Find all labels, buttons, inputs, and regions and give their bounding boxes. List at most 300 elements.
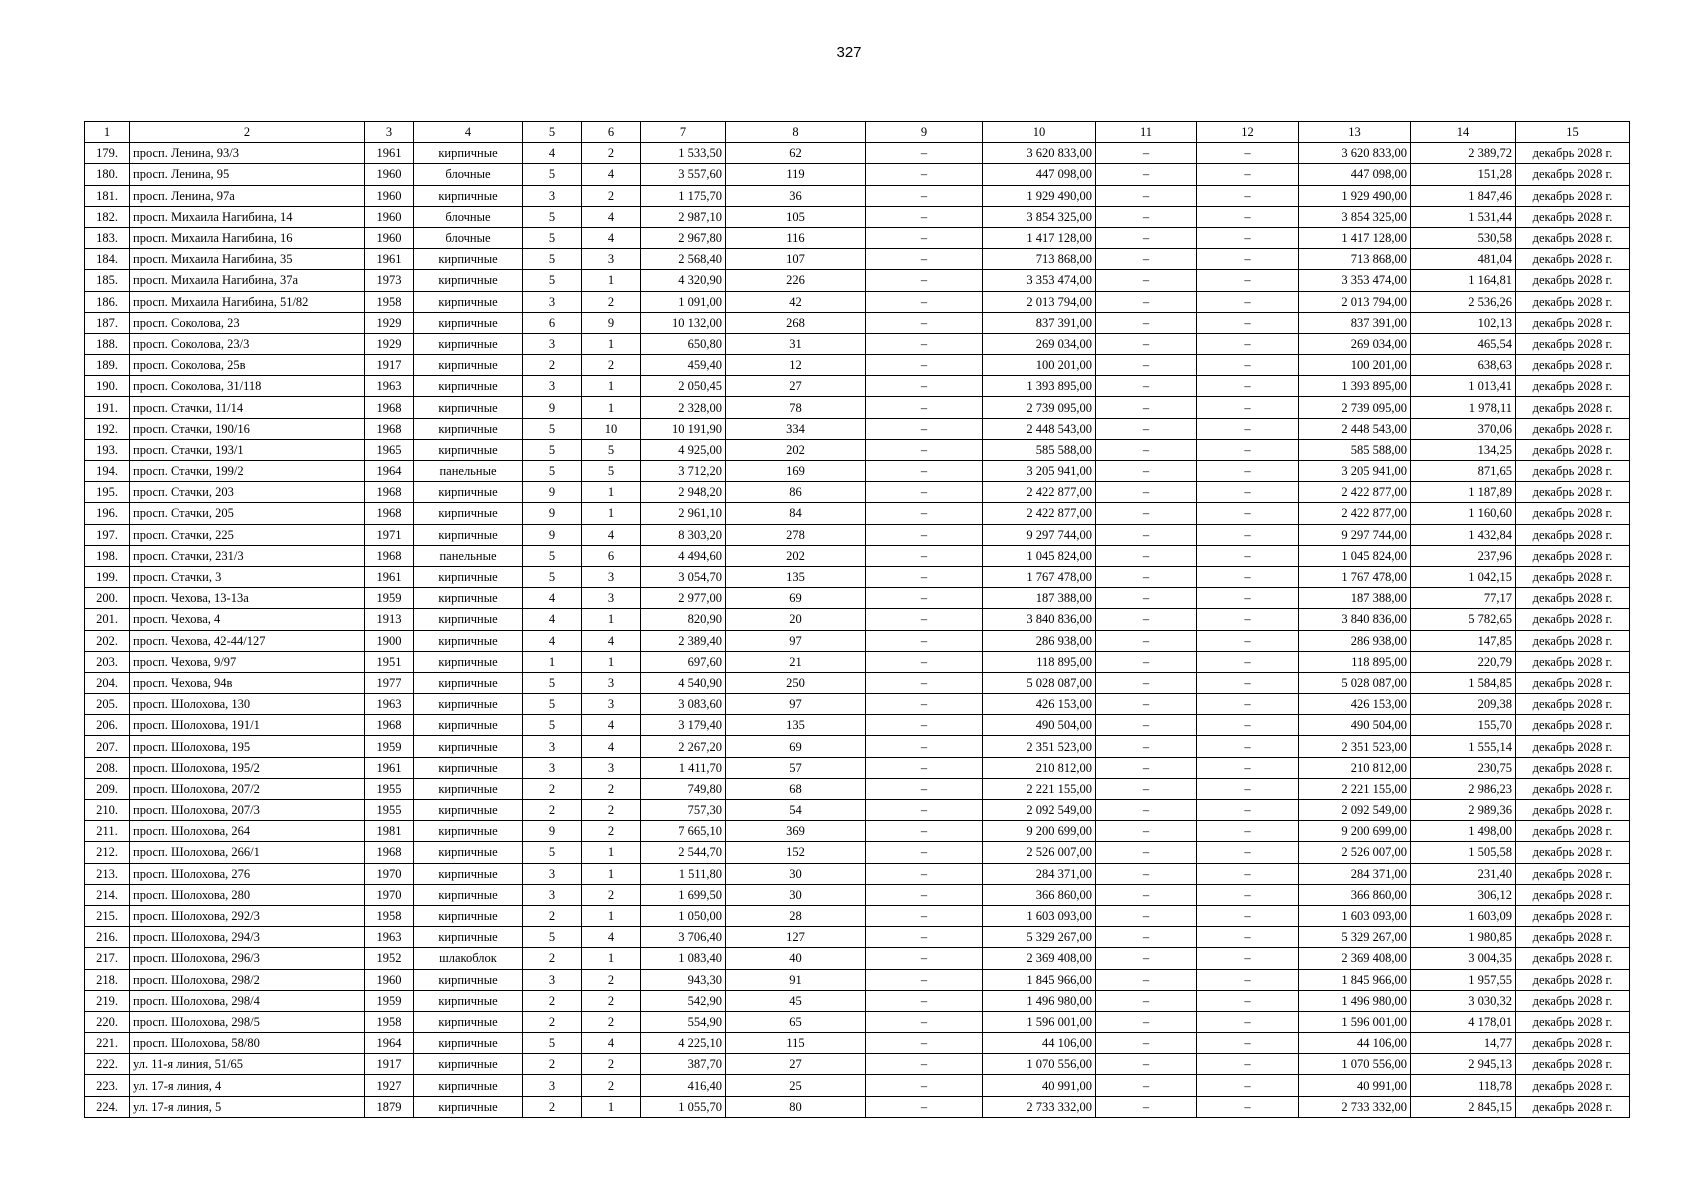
table-cell: 286 938,00 [1299, 630, 1411, 651]
table-cell: 5 028 087,00 [983, 672, 1096, 693]
table-row [85, 821, 1630, 842]
table-cell: 80 [726, 1096, 866, 1117]
table-cell: 1 091,00 [641, 291, 726, 312]
table-cell: 2 422 877,00 [1299, 482, 1411, 503]
table-cell: – [866, 927, 983, 948]
table-cell: 465,54 [1411, 333, 1516, 354]
table-cell: 284 371,00 [1299, 863, 1411, 884]
table-cell: – [1197, 821, 1299, 842]
table-cell: кирпичные [414, 503, 523, 524]
table-cell: – [1197, 1011, 1299, 1032]
table-cell: 105 [726, 206, 866, 227]
table-cell: 2 987,10 [641, 206, 726, 227]
table-cell: 3 [523, 736, 582, 757]
table-cell: 1 [582, 376, 641, 397]
table-cell: 1 [582, 651, 641, 672]
column-header: 14 [1411, 122, 1516, 143]
table-cell: декабрь 2028 г. [1516, 778, 1630, 799]
table-cell: 2 [523, 778, 582, 799]
table-cell: 554,90 [641, 1011, 726, 1032]
table-cell: 9 297 744,00 [983, 524, 1096, 545]
table-cell: декабрь 2028 г. [1516, 312, 1630, 333]
table-cell: – [1096, 270, 1197, 291]
table-cell: 28 [726, 905, 866, 926]
table-row [85, 778, 1630, 799]
table-cell: 69 [726, 588, 866, 609]
table-cell: просп. Михаила Нагибина, 51/82 [130, 291, 365, 312]
table-row [85, 715, 1630, 736]
table-body [85, 143, 1630, 1118]
table-cell: просп. Соколова, 23/3 [130, 333, 365, 354]
table-cell: – [1096, 863, 1197, 884]
table-cell: 4 [582, 524, 641, 545]
table-row [85, 1075, 1630, 1096]
table-cell: просп. Михаила Нагибина, 37а [130, 270, 365, 291]
table-cell: декабрь 2028 г. [1516, 990, 1630, 1011]
table-cell: – [866, 694, 983, 715]
table-cell: 1968 [365, 545, 414, 566]
table-row [85, 227, 1630, 248]
table-cell: 2 [523, 1011, 582, 1032]
table-cell: 2 961,10 [641, 503, 726, 524]
table-cell: 5 [523, 694, 582, 715]
table-cell: декабрь 2028 г. [1516, 227, 1630, 248]
table-cell: 1 496 980,00 [983, 990, 1096, 1011]
table-cell: 100 201,00 [1299, 355, 1411, 376]
table-cell: 5 329 267,00 [1299, 927, 1411, 948]
table-cell: – [1096, 800, 1197, 821]
table-cell: – [866, 821, 983, 842]
table-cell: 3 083,60 [641, 694, 726, 715]
table-cell: кирпичные [414, 566, 523, 587]
table-cell: – [866, 312, 983, 333]
table-cell: просп. Шолохова, 207/2 [130, 778, 365, 799]
table-cell: – [866, 842, 983, 863]
table-cell: кирпичные [414, 715, 523, 736]
table-cell: 215. [85, 905, 130, 926]
table-cell: 151,28 [1411, 164, 1516, 185]
table-row [85, 143, 1630, 164]
table-cell: 3 557,60 [641, 164, 726, 185]
table-cell: 2 [582, 1054, 641, 1075]
table-cell: 9 [523, 503, 582, 524]
table-cell: кирпичные [414, 1096, 523, 1117]
table-cell: – [1096, 842, 1197, 863]
table-cell: просп. Ленина, 95 [130, 164, 365, 185]
table-cell: 5 [523, 461, 582, 482]
table-cell: – [1096, 545, 1197, 566]
table-cell: кирпичные [414, 312, 523, 333]
table-cell: 97 [726, 630, 866, 651]
table-cell: 713 868,00 [983, 249, 1096, 270]
table-cell: – [1197, 630, 1299, 651]
table-cell: 14,77 [1411, 1033, 1516, 1054]
table-cell: 127 [726, 927, 866, 948]
table-cell: 1 555,14 [1411, 736, 1516, 757]
table-cell: 4 [523, 630, 582, 651]
table-cell: 196. [85, 503, 130, 524]
table-cell: 65 [726, 1011, 866, 1032]
table-row [85, 842, 1630, 863]
table-cell: просп. Шолохова, 266/1 [130, 842, 365, 863]
table-cell: 5 782,65 [1411, 609, 1516, 630]
table-cell: 198. [85, 545, 130, 566]
table-cell: декабрь 2028 г. [1516, 757, 1630, 778]
table-row [85, 1096, 1630, 1117]
table-cell: 1 [582, 905, 641, 926]
table-cell: 25 [726, 1075, 866, 1096]
table-cell: 3 [582, 566, 641, 587]
table-cell: 2 050,45 [641, 376, 726, 397]
table-cell: – [1096, 1054, 1197, 1075]
table-cell: 490 504,00 [1299, 715, 1411, 736]
table-cell: кирпичные [414, 249, 523, 270]
table-cell: – [1197, 291, 1299, 312]
table-cell: 2 267,20 [641, 736, 726, 757]
table-cell: 78 [726, 397, 866, 418]
table-cell: 190. [85, 376, 130, 397]
table-cell: 2 422 877,00 [983, 482, 1096, 503]
table-cell: декабрь 2028 г. [1516, 672, 1630, 693]
table-cell: 1968 [365, 842, 414, 863]
table-cell: 40 991,00 [983, 1075, 1096, 1096]
table-cell: кирпичные [414, 1054, 523, 1075]
table-cell: 2 544,70 [641, 842, 726, 863]
table-cell: – [866, 503, 983, 524]
table-cell: 1 [582, 842, 641, 863]
table-cell: кирпичные [414, 355, 523, 376]
table-cell: – [1197, 842, 1299, 863]
table-cell: – [1096, 439, 1197, 460]
table-cell: – [866, 355, 983, 376]
table-cell: – [866, 905, 983, 926]
table-cell: кирпичные [414, 842, 523, 863]
table-cell: декабрь 2028 г. [1516, 291, 1630, 312]
table-cell: 207. [85, 736, 130, 757]
column-header: 9 [866, 122, 983, 143]
table-cell: просп. Михаила Нагибина, 16 [130, 227, 365, 248]
table-cell: 4 540,90 [641, 672, 726, 693]
table-cell: 30 [726, 863, 866, 884]
table-cell: – [866, 524, 983, 545]
table-cell: 4 320,90 [641, 270, 726, 291]
table-cell: – [1197, 588, 1299, 609]
table-cell: 1 411,70 [641, 757, 726, 778]
table-cell: – [866, 397, 983, 418]
table-cell: 102,13 [1411, 312, 1516, 333]
table-cell: 4 [582, 736, 641, 757]
table-cell: кирпичные [414, 397, 523, 418]
table-cell: 1968 [365, 397, 414, 418]
table-cell: – [1197, 333, 1299, 354]
table-cell: просп. Соколова, 25в [130, 355, 365, 376]
table-cell: 269 034,00 [1299, 333, 1411, 354]
table-cell: 187 388,00 [983, 588, 1096, 609]
table-cell: – [1096, 969, 1197, 990]
table-cell: 5 [523, 206, 582, 227]
table-cell: кирпичные [414, 588, 523, 609]
table-cell: – [866, 1054, 983, 1075]
column-header: 1 [85, 122, 130, 143]
table-cell: 4 [523, 143, 582, 164]
table-cell: – [866, 948, 983, 969]
table-cell: – [866, 270, 983, 291]
table-cell: 3 353 474,00 [983, 270, 1096, 291]
table-cell: 1 [582, 1096, 641, 1117]
table-cell: просп. Чехова, 42-44/127 [130, 630, 365, 651]
table-cell: 1963 [365, 927, 414, 948]
table-cell: кирпичные [414, 482, 523, 503]
table-row [85, 291, 1630, 312]
table-cell: 2 [523, 1054, 582, 1075]
table-cell: – [1096, 397, 1197, 418]
table-row [85, 439, 1630, 460]
table-cell: – [1096, 291, 1197, 312]
table-cell: – [1197, 927, 1299, 948]
table-cell: 530,58 [1411, 227, 1516, 248]
table-row [85, 609, 1630, 630]
table-cell: – [1197, 270, 1299, 291]
table-cell: 86 [726, 482, 866, 503]
table-cell: 169 [726, 461, 866, 482]
table-cell: кирпичные [414, 884, 523, 905]
table-cell: 40 [726, 948, 866, 969]
table-cell: 334 [726, 418, 866, 439]
table-cell: 30 [726, 884, 866, 905]
table-cell: – [1096, 588, 1197, 609]
table-cell: 2 389,72 [1411, 143, 1516, 164]
table-cell: – [1096, 672, 1197, 693]
table-cell: 370,06 [1411, 418, 1516, 439]
table-cell: – [1197, 863, 1299, 884]
table-cell: – [1197, 312, 1299, 333]
table-cell: – [1197, 185, 1299, 206]
table-cell: 2 092 549,00 [983, 800, 1096, 821]
table-cell: просп. Шолохова, 58/80 [130, 1033, 365, 1054]
table-row [85, 863, 1630, 884]
table-cell: 4 [582, 715, 641, 736]
table-cell: 5 [523, 227, 582, 248]
table-cell: 1955 [365, 800, 414, 821]
table-cell: кирпичные [414, 990, 523, 1011]
table-cell: – [1096, 609, 1197, 630]
table-cell: – [866, 588, 983, 609]
table-cell: – [1096, 418, 1197, 439]
table-cell: – [1197, 884, 1299, 905]
table-cell: 2 [582, 800, 641, 821]
table-cell: 1 393 895,00 [1299, 376, 1411, 397]
table-cell: просп. Шолохова, 294/3 [130, 927, 365, 948]
table-cell: 5 [523, 270, 582, 291]
table-cell: 206. [85, 715, 130, 736]
table-cell: 426 153,00 [1299, 694, 1411, 715]
table-cell: – [1096, 1096, 1197, 1117]
table-cell: 1 957,55 [1411, 969, 1516, 990]
table-cell: 204. [85, 672, 130, 693]
table-cell: 3 030,32 [1411, 990, 1516, 1011]
table-cell: 3 [523, 333, 582, 354]
column-header: 5 [523, 122, 582, 143]
table-cell: 3 054,70 [641, 566, 726, 587]
table-cell: просп. Шолохова, 298/4 [130, 990, 365, 1011]
table-cell: – [1096, 312, 1197, 333]
table-cell: кирпичные [414, 1075, 523, 1096]
table-cell: – [1197, 969, 1299, 990]
table-cell: 3 [523, 884, 582, 905]
table-cell: – [1197, 503, 1299, 524]
table-cell: 1 [523, 651, 582, 672]
table-cell: просп. Шолохова, 130 [130, 694, 365, 715]
table-cell: 210. [85, 800, 130, 821]
table-cell: 186. [85, 291, 130, 312]
table-cell: 100 201,00 [983, 355, 1096, 376]
table-cell: 3 [523, 1075, 582, 1096]
table-cell: 1952 [365, 948, 414, 969]
table-row [85, 482, 1630, 503]
table-cell: 1 [582, 482, 641, 503]
table-cell: 152 [726, 842, 866, 863]
table-cell: 713 868,00 [1299, 249, 1411, 270]
table-cell: 3 [582, 249, 641, 270]
table-cell: 180. [85, 164, 130, 185]
table-cell: – [1197, 609, 1299, 630]
table-cell: 2 369 408,00 [983, 948, 1096, 969]
table-cell: 209,38 [1411, 694, 1516, 715]
table-cell: 278 [726, 524, 866, 545]
table-cell: 9 200 699,00 [983, 821, 1096, 842]
table-cell: – [1197, 651, 1299, 672]
table-cell: 200. [85, 588, 130, 609]
table-cell: 2 [582, 1011, 641, 1032]
table-cell: 1917 [365, 1054, 414, 1075]
table-cell: 68 [726, 778, 866, 799]
table-cell: 3 620 833,00 [983, 143, 1096, 164]
table-cell: 5 [582, 461, 641, 482]
table-cell: 3 353 474,00 [1299, 270, 1411, 291]
table-cell: 4 [582, 1033, 641, 1054]
table-cell: 1 [582, 609, 641, 630]
table-cell: 1 845 966,00 [983, 969, 1096, 990]
table-cell: 1 699,50 [641, 884, 726, 905]
table-row [85, 969, 1630, 990]
table-cell: 42 [726, 291, 866, 312]
table-cell: 3 [523, 185, 582, 206]
column-header: 2 [130, 122, 365, 143]
table-cell: 116 [726, 227, 866, 248]
table-cell: – [866, 333, 983, 354]
table-cell: 222. [85, 1054, 130, 1075]
table-cell: 2 733 332,00 [1299, 1096, 1411, 1117]
table-cell: кирпичные [414, 291, 523, 312]
table-cell: – [1096, 355, 1197, 376]
table-cell: 179. [85, 143, 130, 164]
table-cell: панельные [414, 461, 523, 482]
table-cell: – [866, 1011, 983, 1032]
table-cell: 2 [523, 948, 582, 969]
table-cell: 1 [582, 503, 641, 524]
table-cell: 3 205 941,00 [983, 461, 1096, 482]
table-cell: кирпичные [414, 185, 523, 206]
table-cell: 1 767 478,00 [983, 566, 1096, 587]
table-cell: – [1197, 376, 1299, 397]
table-cell: 1968 [365, 503, 414, 524]
table-row [85, 905, 1630, 926]
table-cell: 5 [523, 164, 582, 185]
table-cell: 3 840 836,00 [983, 609, 1096, 630]
table-cell: 1 160,60 [1411, 503, 1516, 524]
table-cell: просп. Стачки, 199/2 [130, 461, 365, 482]
table-cell: 1977 [365, 672, 414, 693]
table-cell: 2 945,13 [1411, 1054, 1516, 1075]
table-cell: декабрь 2028 г. [1516, 884, 1630, 905]
table-cell: 9 [523, 524, 582, 545]
table-cell: 1 [582, 270, 641, 291]
table-cell: – [866, 863, 983, 884]
table-cell: 1 417 128,00 [983, 227, 1096, 248]
table-cell: – [866, 545, 983, 566]
table-cell: 837 391,00 [1299, 312, 1411, 333]
table-cell: 447 098,00 [1299, 164, 1411, 185]
table-cell: 1 596 001,00 [1299, 1011, 1411, 1032]
table-cell: декабрь 2028 г. [1516, 164, 1630, 185]
table-cell: блочные [414, 227, 523, 248]
table-cell: декабрь 2028 г. [1516, 1033, 1630, 1054]
table-cell: 871,65 [1411, 461, 1516, 482]
table-cell: 218. [85, 969, 130, 990]
table-cell: кирпичные [414, 651, 523, 672]
table-cell: 8 303,20 [641, 524, 726, 545]
table-cell: просп. Чехова, 94в [130, 672, 365, 693]
table-cell: – [1096, 461, 1197, 482]
table-cell: 4 494,60 [641, 545, 726, 566]
table-cell: – [1096, 884, 1197, 905]
table-cell: 5 028 087,00 [1299, 672, 1411, 693]
table-cell: 62 [726, 143, 866, 164]
table-cell: декабрь 2028 г. [1516, 1054, 1630, 1075]
table-cell: 3 [582, 588, 641, 609]
table-row [85, 333, 1630, 354]
column-header: 8 [726, 122, 866, 143]
table-cell: 1 070 556,00 [1299, 1054, 1411, 1075]
table-cell: 45 [726, 990, 866, 1011]
table-cell: 5 [523, 418, 582, 439]
table-cell: – [1096, 376, 1197, 397]
table-cell: – [1197, 1096, 1299, 1117]
table-cell: – [866, 461, 983, 482]
table-cell: 369 [726, 821, 866, 842]
table-cell: 2 369 408,00 [1299, 948, 1411, 969]
table-cell: 44 106,00 [1299, 1033, 1411, 1054]
table-cell: 1 603,09 [1411, 905, 1516, 926]
column-header: 3 [365, 122, 414, 143]
table-cell: 118,78 [1411, 1075, 1516, 1096]
table-cell: 31 [726, 333, 866, 354]
table-cell: 4 [582, 927, 641, 948]
table-cell: 3 004,35 [1411, 948, 1516, 969]
table-row [85, 524, 1630, 545]
table-cell: шлакоблок [414, 948, 523, 969]
table-cell: 3 [582, 672, 641, 693]
table-cell: декабрь 2028 г. [1516, 249, 1630, 270]
column-header: 13 [1299, 122, 1411, 143]
table-cell: 4 925,00 [641, 439, 726, 460]
table-cell: 757,30 [641, 800, 726, 821]
table-cell: – [866, 164, 983, 185]
table-cell: 1 164,81 [1411, 270, 1516, 291]
table-cell: просп. Чехова, 4 [130, 609, 365, 630]
table-cell: 2 448 543,00 [1299, 418, 1411, 439]
table-cell: 27 [726, 1054, 866, 1075]
